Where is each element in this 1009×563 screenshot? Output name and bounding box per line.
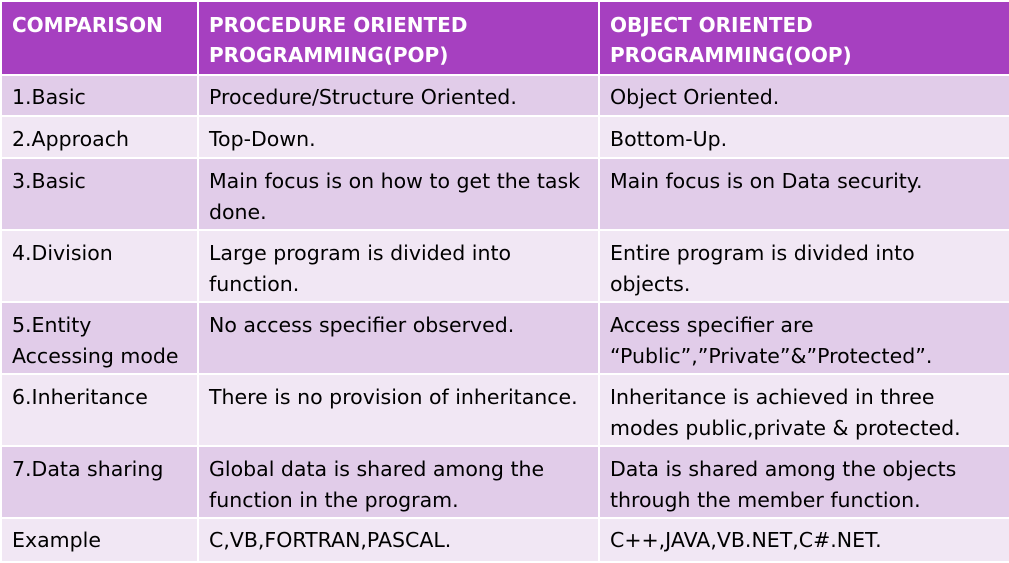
header-pop: PROCEDURE ORIENTED PROGRAMMING(POP)	[198, 1, 599, 75]
table-row	[1, 75, 1009, 116]
pop-cell: C,VB,FORTRAN,PASCAL.	[198, 518, 599, 562]
table-row	[1, 116, 1009, 158]
pop-cell: Large program is divided into function.	[198, 230, 599, 302]
table-row	[1, 302, 1009, 374]
oop-cell: Entire program is divided into objects.	[599, 230, 1009, 302]
aspect-cell: 2.Approach	[1, 116, 198, 158]
header-comparison: COMPARISON	[1, 1, 198, 75]
oop-cell: Access specifier are “Public”,”Private”&”Protected”.	[599, 302, 1009, 374]
oop-cell: C++,JAVA,VB.NET,C#.NET.	[599, 518, 1009, 562]
header-row	[1, 1, 1009, 75]
pop-cell: Main focus is on how to get the task done.	[198, 158, 599, 230]
oop-cell: Bottom-Up.	[599, 116, 1009, 158]
pop-cell: No access specifier observed.	[198, 302, 599, 374]
oop-cell: Object Oriented.	[599, 75, 1009, 116]
aspect-cell: 1.Basic	[1, 75, 198, 116]
aspect-cell: Example	[1, 518, 198, 562]
table-row	[1, 374, 1009, 446]
oop-cell: Data is shared among the objects through the member function.	[599, 446, 1009, 518]
pop-cell: Procedure/Structure Oriented.	[198, 75, 599, 116]
oop-cell: Main focus is on Data security.	[599, 158, 1009, 230]
table-row	[1, 446, 1009, 518]
pop-cell: There is no provision of inheritance.	[198, 374, 599, 446]
header-oop: OBJECT ORIENTED PROGRAMMING(OOP)	[599, 1, 1009, 75]
oop-cell: Inheritance is achieved in three modes public,private & protected.	[599, 374, 1009, 446]
aspect-cell: 5.Entity Accessing mode	[1, 302, 198, 374]
aspect-cell: 6.Inheritance	[1, 374, 198, 446]
aspect-cell: 4.Division	[1, 230, 198, 302]
pop-cell: Global data is shared among the function in the program.	[198, 446, 599, 518]
table-row	[1, 518, 1009, 562]
pop-cell: Top-Down.	[198, 116, 599, 158]
aspect-cell: 7.Data sharing	[1, 446, 198, 518]
table-row	[1, 230, 1009, 302]
table-row	[1, 158, 1009, 230]
aspect-cell: 3.Basic	[1, 158, 198, 230]
